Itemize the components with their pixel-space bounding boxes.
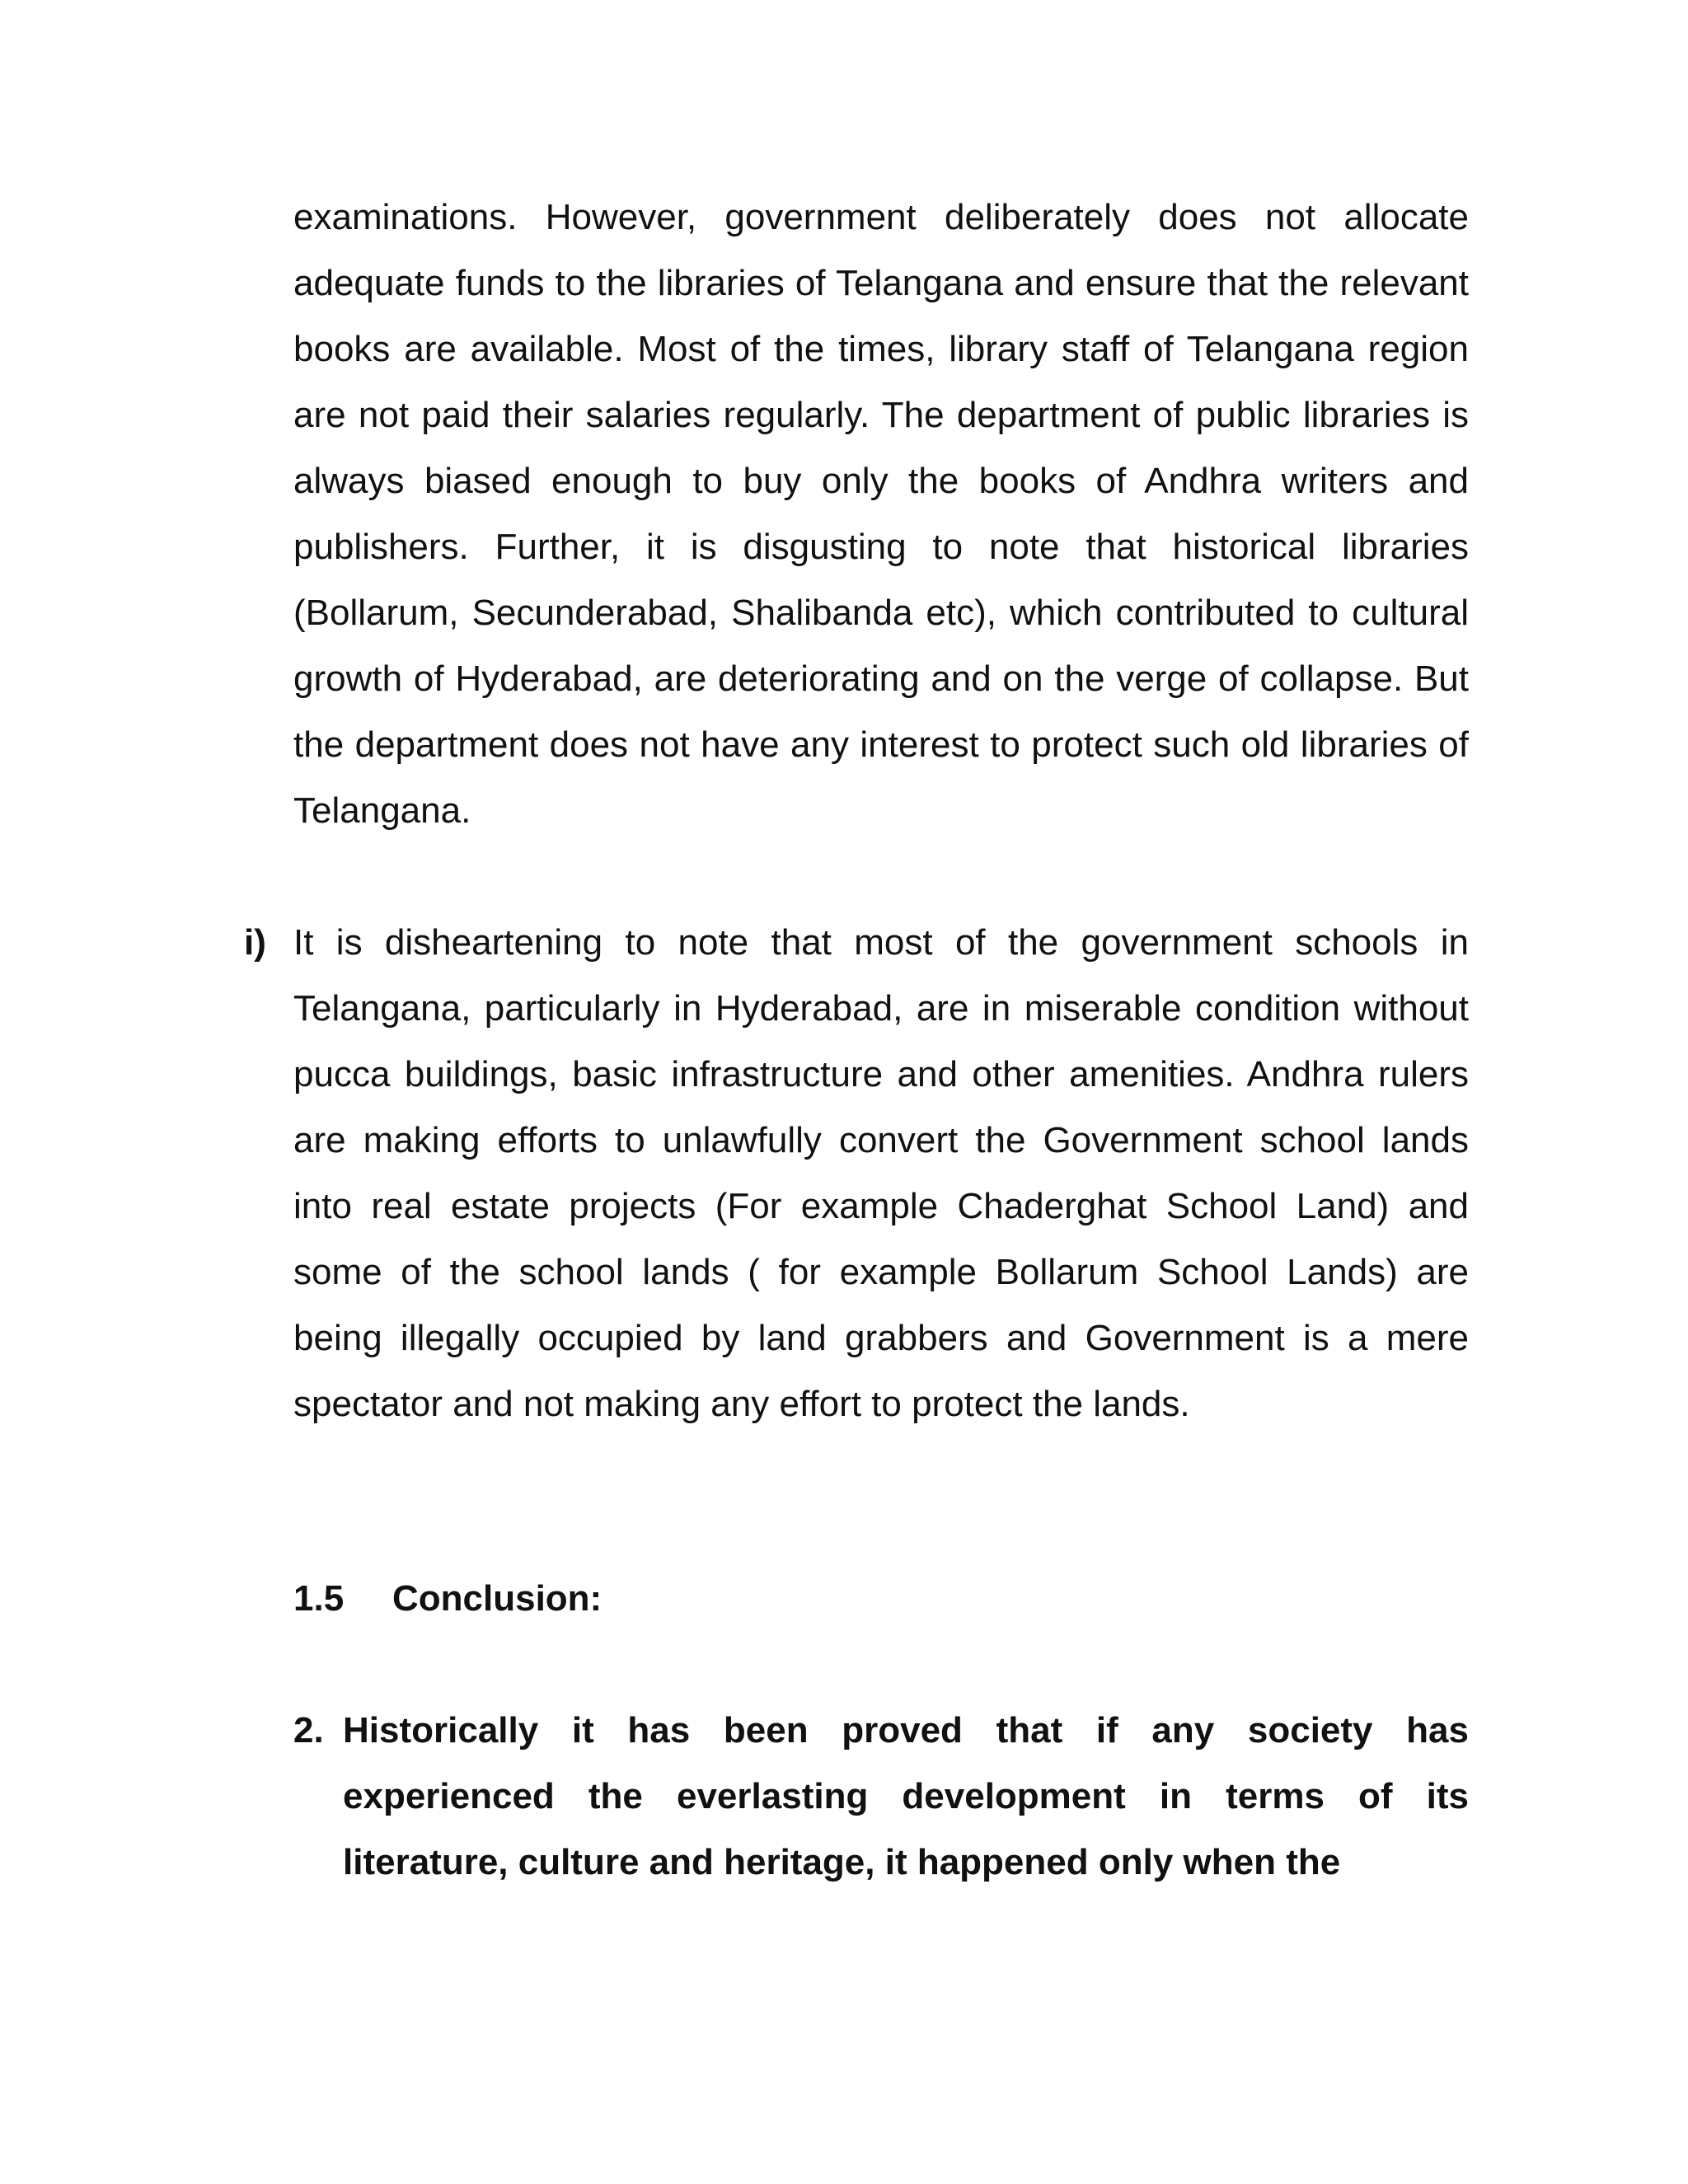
list-item-i <box>293 910 1469 1437</box>
list-item-i-label: i) <box>244 922 266 963</box>
paragraph-libraries <box>293 185 1469 844</box>
section-number: 1.5 <box>293 1578 345 1619</box>
numbered-item-2-number: 2. <box>293 1710 324 1750</box>
section-title: Conclusion: <box>392 1578 603 1619</box>
paragraph-libraries-text: examinations. However, government deliberately does not allocate adequate funds to the libraries of Telangana and ensure that the relevant books are available. Most of the times, library staff of Telangana region are not paid their salaries regularly. The department of public libraries is always biased enough to buy only the books of Andhra writers and publishers. Further, it is disgusting to note that historical libraries (Bollarum, Secunderabad, Shalibanda etc), which contributed to cultural growth of Hyderabad, are deteriorating and on the verge of collapse. But the department does not have any interest to protect such old libraries of Telangana. <box>293 197 1469 831</box>
section-heading <box>293 1566 602 1632</box>
numbered-item-2 <box>293 1698 1469 1896</box>
numbered-item-2-text: Historically it has been proved that if any society has experienced the everlasting development in terms of its literature, culture and heritage, it happened only when the <box>343 1710 1469 1882</box>
list-item-i-text: It is disheartening to note that most of the government schools in Telangana, particularly in Hyderabad, are in miserable condition without pucca buildings, basic infrastructure and other amenities. Andhra rulers are making efforts to unlawfully convert the Government school lands into real estate projects (For example Chaderghat School Land) and some of the school lands ( for example Bollarum School Lands) are being illegally occupied by land grabbers and Government is a mere spectator and not making any effort to protect the lands. <box>293 922 1469 1424</box>
